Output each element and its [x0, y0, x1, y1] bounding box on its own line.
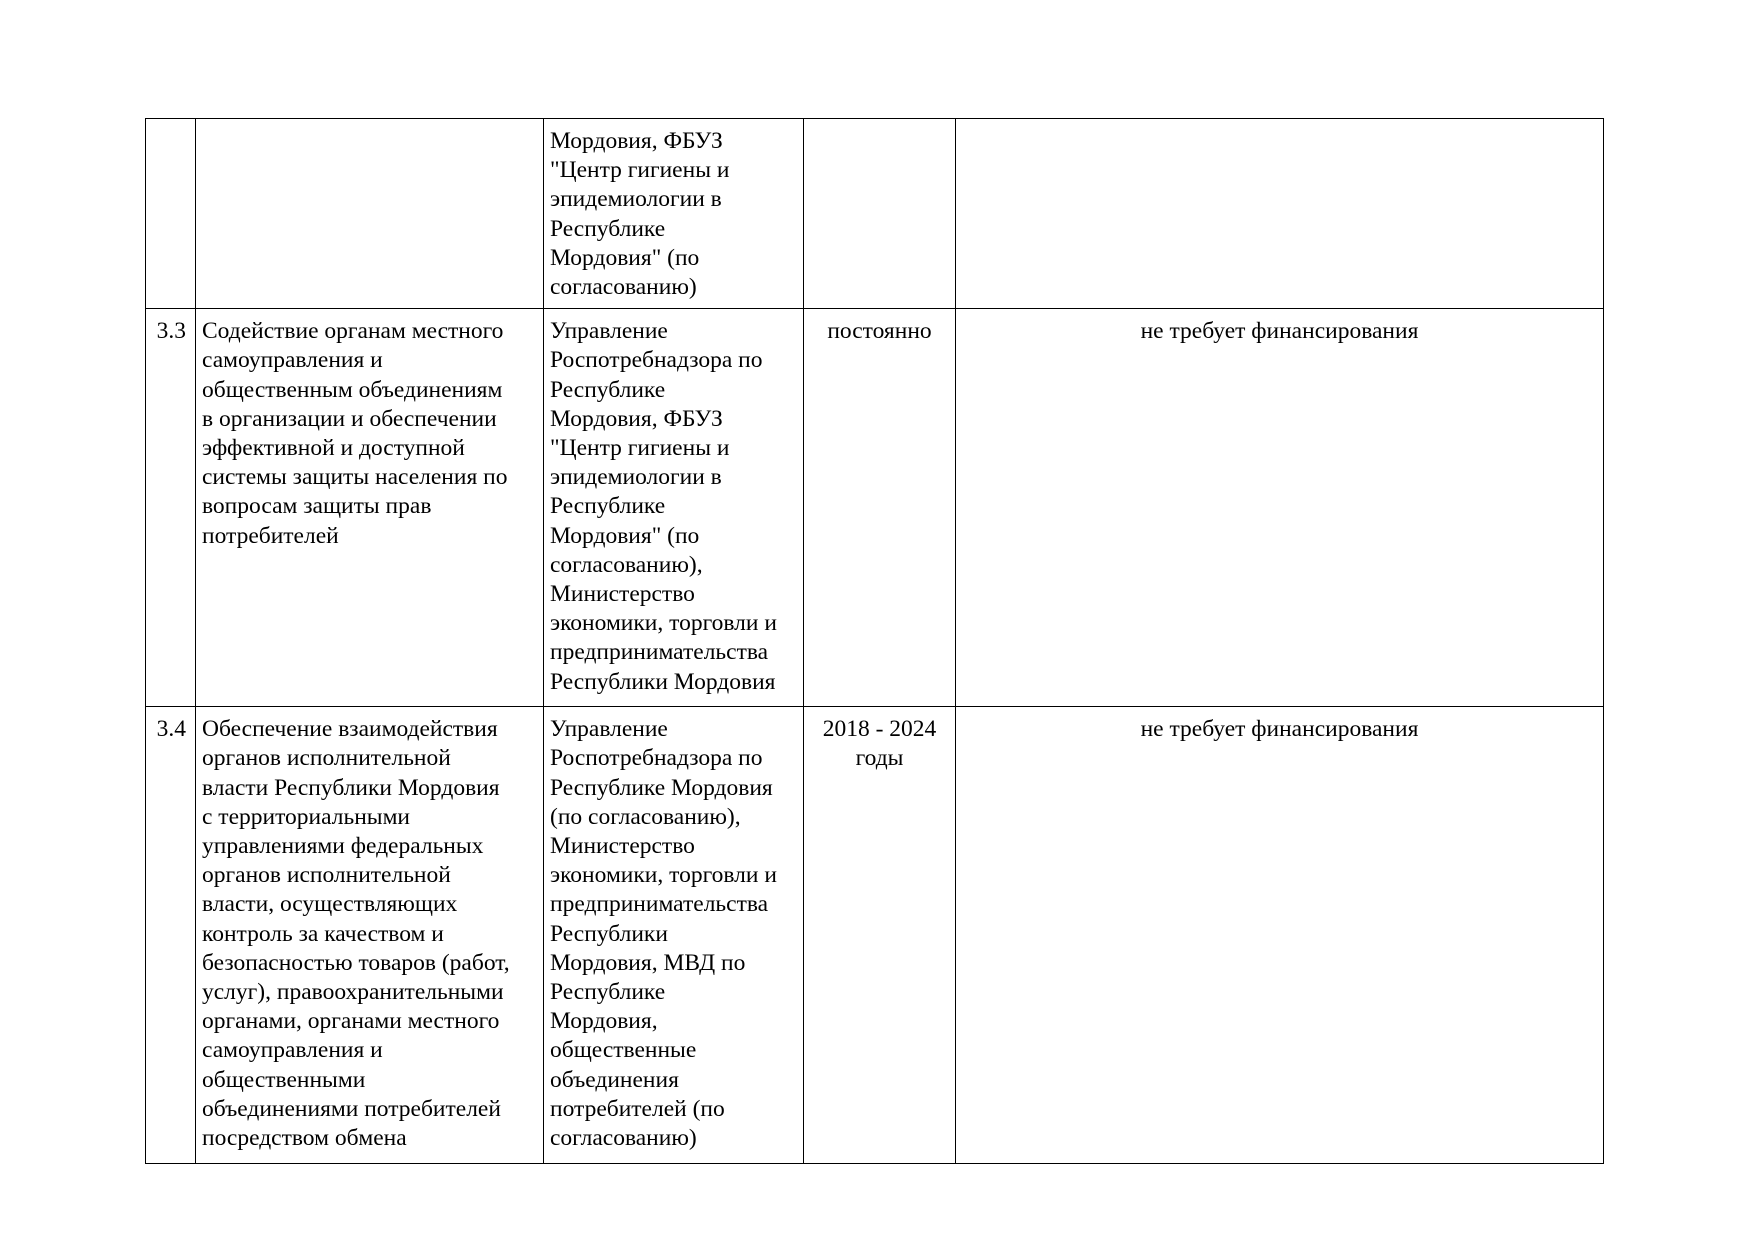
executors-line: Республике — [550, 215, 666, 242]
event-line: эффективной и доступной — [202, 435, 465, 462]
executors-line: Управление — [550, 318, 668, 345]
event-line: Содействие органам местного — [202, 318, 504, 345]
executors-line: (по согласованию), — [550, 803, 741, 830]
event-line: вопросам защиты прав — [202, 493, 432, 520]
event-line: Обеспечение взаимодействия — [202, 716, 498, 743]
executors-line: Мордовия, ФБУЗ — [550, 405, 723, 432]
executors-cell — [544, 119, 804, 309]
executors-line: общественные — [550, 1037, 697, 1064]
event-line: потребителей — [202, 522, 339, 549]
executors-line: Мордовия, ФБУЗ — [550, 128, 723, 154]
event-line: власти, осуществляющих — [202, 891, 458, 918]
executors-line: Роспотребнадзора по — [550, 745, 763, 772]
table-row — [146, 707, 1604, 1164]
executors-line: согласованию) — [550, 1125, 697, 1152]
item-number-cell — [146, 119, 196, 309]
item-number-cell: 3.3 — [146, 309, 196, 707]
event-line: общественным объединениям — [202, 376, 503, 403]
executors-line: Министерство — [550, 581, 695, 608]
event-cell — [196, 119, 544, 309]
executors-cell — [544, 707, 804, 1164]
event-line: посредством обмена — [202, 1125, 407, 1152]
executors-line: экономики, торговли и — [550, 610, 777, 637]
executors-line: потребителей (по — [550, 1095, 725, 1122]
executors-line: Республике — [550, 493, 666, 520]
executors-cell — [544, 309, 804, 707]
table-row — [146, 119, 1604, 309]
event-line: власти Республики Мордовия — [202, 774, 500, 801]
executors-line: объединения — [550, 1066, 679, 1093]
measures-table — [145, 118, 1604, 1164]
executors-line: Мордовия, — [550, 1008, 658, 1035]
executors-line: Республике — [550, 376, 666, 403]
executors-line: согласованию), — [550, 551, 703, 578]
event-line: управлениями федеральных — [202, 833, 484, 860]
executors-line: "Центр гигиены и — [550, 157, 730, 184]
executors-line: предпринимательства — [550, 639, 769, 666]
executors-line: Республике Мордовия — [550, 774, 773, 801]
event-line: услуг), правоохранительными — [202, 979, 504, 1006]
event-line: органов исполнительной — [202, 745, 451, 772]
event-line: органами, органами местного — [202, 1008, 500, 1035]
event-cell — [196, 309, 544, 707]
event-line: общественными — [202, 1066, 366, 1093]
event-line: объединениями потребителей — [202, 1095, 501, 1122]
executors-line: экономики, торговли и — [550, 862, 777, 889]
event-line: контроль за качеством и — [202, 920, 444, 947]
event-line: самоуправления и — [202, 347, 383, 374]
term-cell — [804, 707, 956, 1164]
executors-line: предпринимательства — [550, 891, 769, 918]
executors-line: согласованию) — [550, 274, 697, 301]
executors-line: "Центр гигиены и — [550, 435, 730, 462]
term-cell — [804, 119, 956, 309]
event-line: самоуправления и — [202, 1037, 383, 1064]
executors-line: Мордовия, МВД по — [550, 949, 746, 976]
term-line: постоянно — [827, 318, 932, 345]
table-row — [146, 309, 1604, 707]
executors-line: Министерство — [550, 833, 695, 860]
event-cell — [196, 707, 544, 1164]
event-line: органов исполнительной — [202, 862, 451, 889]
event-line: безопасностью товаров (работ, — [202, 949, 510, 976]
financing-cell: не требует финансирования — [956, 707, 1604, 1164]
executors-line: Республики Мордовия — [550, 668, 776, 695]
executors-line: Мордовия" (по — [550, 522, 700, 549]
executors-line: Управление — [550, 716, 668, 743]
executors-line: Республике — [550, 979, 666, 1006]
financing-cell: не требует финансирования — [956, 309, 1604, 707]
event-line: в организации и обеспечении — [202, 405, 497, 432]
event-line: системы защиты населения по — [202, 464, 508, 491]
executors-line: Роспотребнадзора по — [550, 347, 763, 374]
executors-line: эпидемиологии в — [550, 464, 722, 491]
term-line: годы — [855, 745, 904, 772]
executors-line: эпидемиологии в — [550, 186, 722, 213]
executors-line: Республики — [550, 920, 668, 947]
financing-cell — [956, 119, 1604, 309]
term-line: 2018 - 2024 — [822, 716, 937, 743]
event-line: с территориальными — [202, 803, 411, 830]
executors-line: Мордовия" (по — [550, 244, 700, 271]
term-cell — [804, 309, 956, 707]
item-number-cell: 3.4 — [146, 707, 196, 1164]
